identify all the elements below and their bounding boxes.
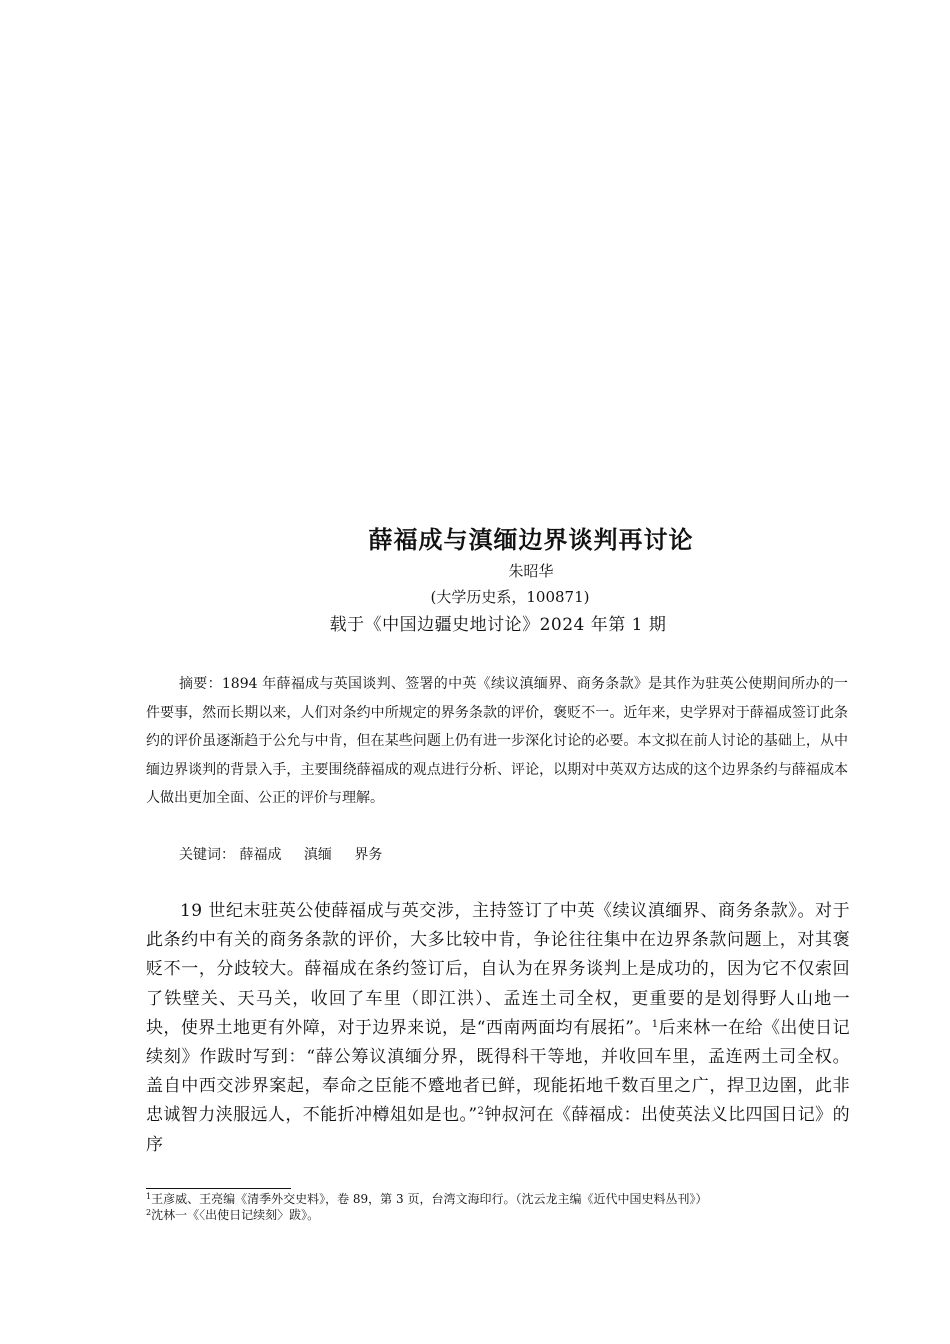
footnote-text: 王彦威、王亮编《清季外交史料》，卷 89，第 3 页，台湾文海印行。（沈云龙主编《近代中国史料丛刊》） bbox=[151, 1192, 708, 1206]
keywords-label: 关键词： bbox=[179, 847, 235, 863]
body-text-segment: 后来林一在给《出使日记续刻》作跋时写到：“薛公筹议滇缅分界，既得科干等地，并收回车里，孟连两土司全权。盖自中西交涉界案起，奉命之臣能不蹙地者已鲜，现能拓地千数百里之广，捍卫边圉，此非忠诚智力浃服远人，不能折冲樽俎如是也。” bbox=[146, 1017, 850, 1126]
keyword-item: 薛福成 bbox=[239, 847, 282, 863]
body-text-segment: 19 世纪末驻英公使薛福成与英交涉，主持签订了中英《续议滇缅界、商务条款》。对于此条约中有关的商务条款的评价，大多比较中肯，争论往往集中在边界条款问题上，对其褒贬不一，分歧较大。薛福成在条约签订后，自认为在界务谈判上是成功的，因为它不仅索回了铁壁关、天马关，收回了车里（即江洪）、孟连土司全权，更重要的是划得野人山地一块，使界土地更有外障，对于边界来说，是“西南两面均有展拓”。 bbox=[146, 901, 850, 1038]
author-affiliation: (大学历史系，100871) bbox=[430, 588, 590, 606]
footnote-item bbox=[146, 1191, 866, 1207]
footnote-ref-1[interactable]: 1 bbox=[651, 1018, 659, 1030]
footnote-separator bbox=[146, 1188, 291, 1189]
publication-source: 载于《中国边疆史地讨论》2024 年第 1 期 bbox=[329, 615, 667, 635]
footnote-item bbox=[146, 1207, 866, 1223]
body-paragraph bbox=[146, 897, 850, 1160]
keyword-item: 界务 bbox=[354, 847, 383, 863]
keyword-item: 滇缅 bbox=[303, 847, 332, 863]
footnote-ref-2[interactable]: 2 bbox=[477, 1106, 485, 1118]
abstract-paragraph: 摘要：1894 年薛福成与英国谈判、签署的中英《续议滇缅界、商务条款》是其作为驻英公使期间所办的一件要事，然而长期以来，人们对条约中所规定的界务条款的评价，褒贬不一。近年来，史学界对于薛福成签订此条约的评价虽逐渐趋于公允与中肯，但在某些问题上仍有进一步深化讨论的必要。本文拟在前人讨论的基础上，从中缅边界谈判的背景入手，主要围绕薛福成的观点进行分析、评论，以期对中英双方达成的这个边界条约与薛福成本人做出更加全面、公正的评价与理解。 bbox=[146, 676, 848, 806]
keywords-line bbox=[179, 841, 400, 869]
footnotes bbox=[146, 1191, 866, 1223]
footnote-text: 沈林一《〈出使日记续刻〉跋》。 bbox=[151, 1208, 320, 1222]
footnote-mark: 1 bbox=[146, 1192, 152, 1201]
author-name: 朱昭华 bbox=[508, 562, 554, 580]
body-text-segment: 钟叔河在《薛福成：出使英法义比四国日记》的序 bbox=[146, 1105, 850, 1155]
paper-title: 薛福成与滇缅边界谈判再讨论 bbox=[368, 525, 694, 554]
footnote-mark: 2 bbox=[146, 1208, 152, 1217]
